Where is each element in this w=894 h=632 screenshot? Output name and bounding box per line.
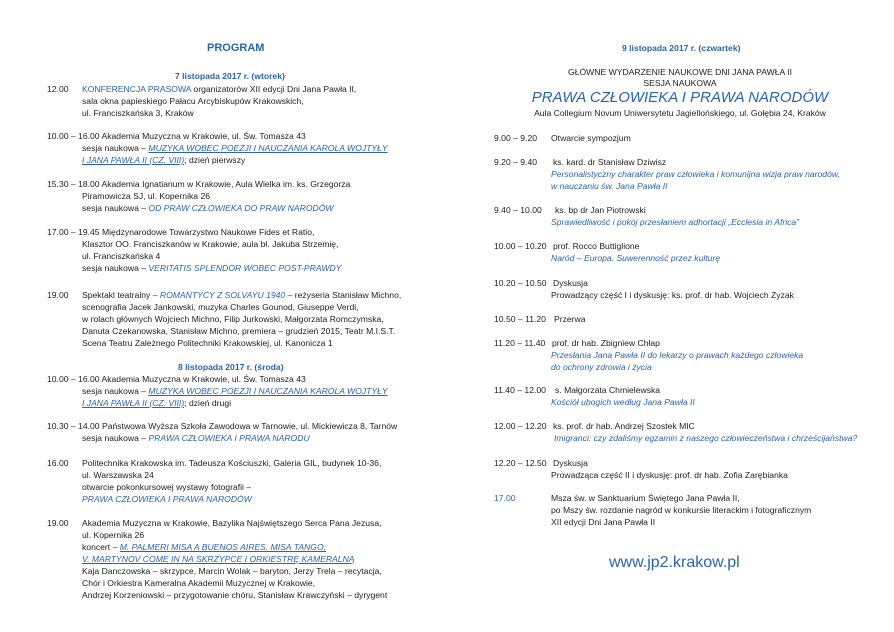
agenda-lecture-title: Naród – Europa. Suwerenność przez kulturę [551,253,721,263]
event-time [47,131,306,143]
event-time: 19.00 [47,518,69,528]
event-text: sesja naukowa – [82,143,149,153]
press-conference-title: KONFERENCJA PRASOWA [82,84,192,94]
agenda-time: 11.20 – 11.40 [494,338,546,348]
agenda-lecture-title: Przesłania Jana Pawła II do lekarzy o prawach każdego człowieka [551,350,804,360]
event-text: koncert – [82,542,120,552]
event-line: Politechnika Krakowska im. Tadeusza Kościuszki, Galeria GIL, budynek 10-36, [82,458,382,468]
agenda-moderator: Prowadząca część II i dyskusję: prof. dr hab. Zofia Zarębianka [551,470,788,480]
event-line: w rolach głównych Wojciech Michno, Filip Jurkowski, Małgorzata Romczymska, [82,314,384,324]
event-time [47,179,350,191]
agenda-text: XII edycji Dni Jana Pawła II [551,517,656,527]
event-text: Akademia Muzyczna w Krakowie, ul. Św. Tomasza 43 [101,374,306,384]
event-line [82,155,245,167]
agenda-time: 17.00 [494,493,516,503]
event-line [82,84,356,96]
session-title: VERITATIS SPLENDOR WOBEC POST-PRAWDY [148,263,342,273]
session-title: OD PRAW CZŁOWIEKA DO PRAW NARODÓW [148,203,334,213]
agenda-text: Dyskusja [553,458,588,468]
event-text: Akademia Muzyczna w Krakowie, ul. Św. Tomasza 43 [101,131,306,141]
event-line [82,290,401,302]
agenda-text: Dyskusja [553,278,588,288]
event-line: Klasztor OO. Franciszkanów w Krakowie, aula bł. Jakuba Strzemię, [82,239,339,249]
agenda-lecture-title: Sprawiedliwość i pokój przesłaniem adhortacji „Ecclesia in Africa” [551,217,800,227]
event-text: sesja naukowa – [82,433,149,443]
agenda-time: 12.00 – 12.20 [494,421,547,431]
agenda-lecture-title: Imigranci: czy zdaliśmy egzamin z naszego człowieczeństwa i chrześcijaństwa? [554,433,858,443]
time-text: 10.00 – 16.00 [47,131,100,141]
concert-title: V. MARTYNOV COME IN NA SKRZYPCE I ORKIESTRĘ KAMERALNĄ [82,554,355,564]
agenda-lecture-title: do ochrony zdrowia i życia [551,362,652,372]
agenda-lecture-title: Personalistyczny charakter praw człowieka i komunijna wizja praw narodów, [551,169,840,179]
event-line [82,542,326,554]
event-line [82,143,388,155]
event-line: scenografia Jacek Jankowski, muzyka Charles Gounod, Giuseppe Verdi, [82,302,359,312]
event-time [47,374,306,386]
event-text: ; dzień pierwszy [184,155,246,165]
session-label: SESJA NAUKOWA [643,78,717,88]
agenda-speaker: prof. dr hab. Zbigniew Chłap [552,338,660,348]
time-text: 10.30 – 14.00 [47,421,100,431]
website-link[interactable]: www.jp2.krakow.pl [609,554,740,571]
session-title: MUZYKA WOBEC POEZJI I NAUCZANIA KAROLA WOJTYŁY [148,386,388,396]
event-line: Akademia Muzyczna w Krakowie, Bazylika Najświętszego Serca Pana Jezusa, [82,518,382,528]
event-line [82,433,310,445]
program-heading: PROGRAM [207,42,265,54]
agenda-time: 10.00 – 10.20 [494,241,547,251]
event-line: ul. Warszawska 24 [82,470,154,480]
session-title: MUZYKA WOBEC POEZJI I NAUCZANIA KAROLA WOJTYŁY [148,143,388,153]
event-text: Międzynarodowe Towarzystwo Naukowe Fides et Ratio, [101,227,315,237]
main-event-line: GŁÓWNE WYDARZENIE NAUKOWE DNI JANA PAWŁA II [568,67,792,77]
event-line: ul. Franciszkańska 3, Kraków [82,108,194,118]
agenda-time: 10.50 – 11.20 [494,314,546,324]
event-line [82,203,334,215]
play-title: ROMANTYCY Z SOLVAYU 1940 [159,290,286,300]
agenda-text: po Mszy św. rozdanie nagród w konkursie literackim i fotograficznym [551,505,812,515]
agenda-time: 11.40 – 12.00 [494,385,546,395]
event-text: Państwowa Wyższa Szkoła Zawodowa w Tarnowie, ul. Mickiewicza 8, Tarnów [101,421,398,431]
session-main-title: PRAWA CZŁOWIEKA I PRAWA NARODÓW [531,89,829,106]
concert-title: M. PALMERI MISA A BUENOS AIRES. MISA TANGO; [119,542,327,552]
event-line: Piramowicza SJ, ul. Kopernika 26 [82,191,211,201]
agenda-speaker: s. Małgorzata Chmielewska [555,385,661,395]
agenda-text: Msza św. w Sanktuarium Świętego Jana Pawła II, [551,493,740,503]
agenda-moderator: Prowadzący część I i dyskusję: ks. prof. dr hab. Wojciech Zyzak [551,290,794,300]
agenda-speaker: ks. bp dr Jan Piotrowski [555,205,646,215]
event-line: Danuta Czekanowska, Stanisław Michno, premiera – grudzień 2015, Teatr M.I.S.T. [82,326,396,336]
agenda-time: 9.40 – 10.00 [494,205,542,215]
time-text: 15.30 – 18.00 [47,179,100,189]
time-text: 17.00 – 19.45 [47,227,100,237]
event-text: Akademia Ignatianum w Krakowie, Aula Wielka im. ks. Grzegorza [101,179,351,189]
event-text: sesja naukowa – [82,263,149,273]
event-line: ul. Kopernika 26 [82,530,145,540]
event-line [82,263,341,275]
agenda-speaker: ks. kard. dr Stanisław Dziwisz [553,157,667,167]
agenda-lecture-title: w nauczaniu św. Jana Pawła II [551,181,668,191]
session-title: PRAWA CZŁOWIEKA I PRAWA NARODU [148,433,310,443]
event-text: sesja naukowa – [82,203,149,213]
session-title: I JANA PAWŁA II (CZ. VIII) [82,155,185,165]
event-time: 19.00 [47,290,69,300]
day-heading-7-nov: 7 listopada 2017 r. (wtorek) [175,71,285,81]
agenda-text: Otwarcie sympozjum [551,133,631,143]
agenda-time: 12.20 – 12.50 [494,458,547,468]
event-line: Kaja Danczowska – skrzypce, Marcin Wolak – baryton, Jerzy Trela – recytacja, [82,566,382,576]
event-line: sala okna papieskiego Pałacu Arcybiskupów Krakowskich, [82,96,304,106]
day-heading-8-nov: 8 listopada 2017 r. (środa) [178,362,284,372]
agenda-lecture-title: Kościół ubogich według Jana Pawła II [551,397,695,407]
event-time [47,227,314,239]
event-time [47,421,397,433]
exhibition-title: PRAWA CZŁOWIEKA I PRAWA NARODÓW [82,494,252,504]
event-time: 16.00 [47,458,69,468]
event-text: ; dzień drugi [184,398,232,408]
event-time: 12.00 [47,84,69,94]
agenda-time: 9.20 – 9.40 [494,157,538,167]
event-line [82,386,388,398]
agenda-speaker: ks. prof. dr hab. Andrzej Szostek MIC [553,421,695,431]
agenda-speaker: prof. Rocco Buttiglione [553,241,640,251]
day-heading-9-nov: 9 listopada 2017 r. (czwartek) [622,43,741,53]
event-line: otwarcie pokonkursowej wystawy fotografii – [82,482,252,492]
event-text: Spektakl teatralny – [82,290,160,300]
agenda-text: Przerwa [554,314,586,324]
event-line: Scena Teatru Zależnego Politechniki Krakowskiej, ul. Kanonicza 1 [82,338,333,348]
event-line: Chór i Orkiestra Kameralna Akademii Muzycznej w Krakowie, [82,578,316,588]
event-line: Andrzej Korzeniowski – przygotowanie chóru, Stanisław Krawczyński – dyrygent [82,590,388,600]
event-text: organizatorów XII edycji Dni Jana Pawła II, [191,84,357,94]
time-text: 10.00 – 16.00 [47,374,100,384]
event-line [82,398,231,410]
session-title: I JANA PAWŁA II (CZ. VIII) [82,398,185,408]
event-line: ul. Franciszkańska 4 [82,251,161,261]
session-venue: Aula Collegium Novum Uniwersytetu Jagiellońskiego, ul. Gołębia 24, Kraków [534,108,826,118]
agenda-time: 9.00 – 9.20 [494,133,538,143]
event-text: – reżyseria Stanisław Michno, [285,290,402,300]
agenda-time: 10.20 – 10.50 [494,278,547,288]
event-text: sesja naukowa – [82,386,149,396]
